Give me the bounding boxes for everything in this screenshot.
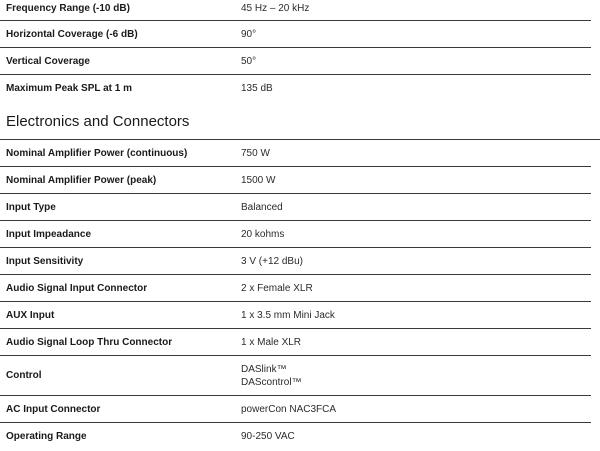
spec-value: 90° (241, 28, 257, 40)
spec-row-max-peak-spl (0, 75, 591, 102)
spec-row-amp-power-peak (0, 167, 591, 194)
spec-value: 3 V (+12 dBu) (241, 255, 303, 267)
spec-row-control (0, 356, 591, 396)
spec-label: Input Impeadance (6, 228, 92, 240)
spec-value-line: DAScontrol™ (241, 376, 302, 388)
spec-label: Maximum Peak SPL at 1 m (6, 83, 132, 94)
spec-value: 1500 W (241, 174, 276, 186)
spec-value: 45 Hz – 20 kHz (241, 3, 310, 14)
spec-value: 1 x Male XLR (241, 336, 302, 348)
spec-value (241, 363, 591, 389)
spec-label: Input Sensitivity (6, 255, 84, 267)
spec-row-input-sensitivity (0, 248, 591, 275)
spec-label: Nominal Amplifier Power (peak) (6, 174, 157, 186)
spec-value: Balanced (241, 201, 283, 213)
spec-label: Nominal Amplifier Power (continuous) (6, 147, 188, 159)
spec-label: Control (6, 370, 42, 381)
spec-value: 90-250 VAC (241, 431, 295, 442)
spec-row-loop-thru-connector (0, 329, 591, 356)
spec-label: Operating Range (6, 431, 87, 442)
spec-value: 20 kohms (241, 228, 285, 240)
spec-label: Audio Signal Input Connector (6, 282, 148, 294)
spec-row-input-impedance (0, 221, 591, 248)
spec-row-operating-range (0, 423, 591, 450)
spec-value: 50° (241, 55, 257, 67)
spec-row-vertical-coverage (0, 48, 591, 75)
spec-label: Vertical Coverage (6, 55, 90, 67)
spec-value-line: DASlink™ (241, 363, 287, 375)
spec-label: Audio Signal Loop Thru Connector (6, 336, 173, 348)
spec-value: powerCon NAC3FCA (241, 403, 337, 415)
spec-row-audio-input-connector (0, 275, 591, 302)
spec-row-aux-input (0, 302, 591, 329)
spec-value: 750 W (241, 147, 270, 159)
spec-row-ac-input-connector (0, 396, 591, 423)
spec-label: AC Input Connector (6, 403, 101, 415)
spec-label: Input Type (6, 201, 56, 213)
spec-label: AUX Input (6, 309, 55, 321)
acoustics-spec-table (0, 0, 591, 102)
electronics-spec-table (0, 140, 591, 450)
spec-value: 135 dB (241, 83, 273, 94)
section-title-electronics: Electronics and Connectors (0, 102, 600, 140)
spec-row-amp-power-continuous (0, 140, 591, 167)
spec-row-frequency-range (0, 0, 591, 21)
spec-value: 1 x 3.5 mm Mini Jack (241, 309, 335, 321)
spec-row-horizontal-coverage (0, 21, 591, 48)
spec-label: Frequency Range (-10 dB) (6, 3, 130, 14)
spec-row-input-type (0, 194, 591, 221)
spec-value: 2 x Female XLR (241, 282, 313, 294)
spec-label: Horizontal Coverage (-6 dB) (6, 28, 138, 40)
